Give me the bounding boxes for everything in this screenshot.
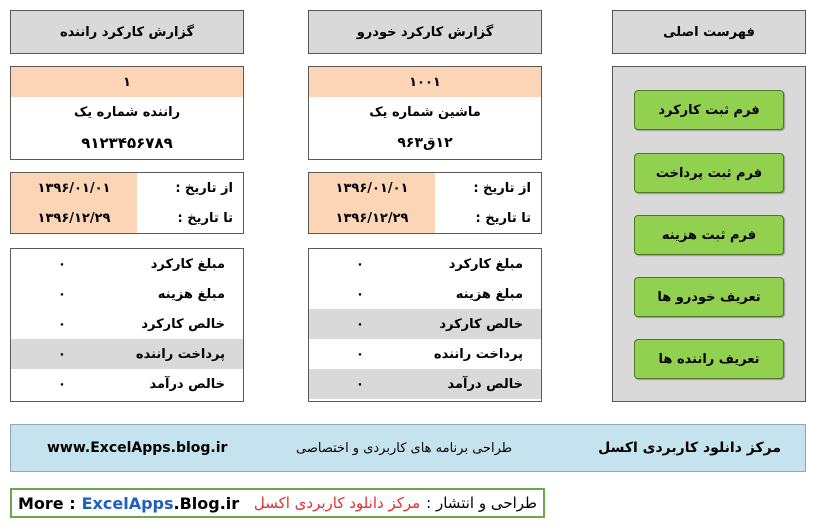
vehicle-from-value[interactable]: ۱۳۹۶/۰۱/۰۱: [309, 173, 435, 203]
driver-info-card: [10, 66, 244, 160]
driver-summary-value: ۰: [58, 256, 66, 272]
main-menu-title: فهرست اصلی: [663, 24, 755, 40]
vehicle-code-cell[interactable]: [309, 67, 541, 97]
vehicle-from-row: [309, 173, 541, 203]
driver-summary-row: [11, 279, 243, 309]
driver-summary-row: [11, 309, 243, 339]
banner-title: مرکز دانلود کاربردی اکسل: [598, 440, 781, 456]
banner-url[interactable]: www.ExcelApps.blog.ir: [47, 440, 228, 456]
footer-center: مرکز دانلود کاربردی اکسل: [253, 494, 421, 512]
driver-from-label: از تاریخ :: [175, 180, 233, 196]
driver-code: ۱: [123, 74, 131, 90]
driver-from-value[interactable]: ۱۳۹۶/۰۱/۰۱: [11, 173, 137, 203]
register-expense-button[interactable]: فرم ثبت هزینه: [634, 215, 784, 255]
driver-summary-label: مبلغ هزینه: [157, 286, 225, 302]
vehicle-to-value[interactable]: ۱۳۹۶/۱۲/۲۹: [309, 203, 435, 233]
vehicle-plate-cell: [309, 127, 541, 159]
vehicle-summary-value: ۰: [356, 256, 364, 272]
vehicle-summary-value: ۰: [356, 286, 364, 302]
driver-summary-value: ۰: [58, 376, 66, 392]
define-vehicles-button[interactable]: تعریف خودرو ها: [634, 277, 784, 317]
banner-subtitle: طراحی برنامه های کاربردی و اختصاصی: [296, 440, 513, 456]
vehicle-summary-label: خالص کارکرد: [439, 316, 523, 332]
driver-summary-value: ۰: [58, 286, 66, 302]
footer-more-label: More :: [18, 493, 76, 513]
vehicle-summary-label: خالص درآمد: [447, 376, 523, 392]
driver-summary-row: [11, 249, 243, 279]
driver-summary-label: خالص کارکرد: [141, 316, 225, 332]
vehicle-from-label: از تاریخ :: [473, 180, 531, 196]
vehicle-code: ۱۰۰۱: [409, 74, 441, 90]
footer-site-a: ExcelApps: [81, 493, 174, 513]
promo-banner: [10, 424, 806, 472]
driver-from-row: [11, 173, 243, 203]
vehicle-to-row: [309, 203, 541, 233]
vehicle-summary-row: [309, 309, 541, 339]
register-payment-button[interactable]: فرم ثبت پرداخت: [634, 153, 784, 193]
vehicle-report-header: [308, 10, 542, 54]
vehicle-report-title: گزارش کارکرد خودرو: [356, 24, 494, 40]
vehicle-name-cell: [309, 97, 541, 127]
driver-report-header: [10, 10, 244, 54]
driver-summary-value: ۰: [58, 316, 66, 332]
driver-name-cell: [11, 97, 243, 127]
vehicle-summary-row: [309, 279, 541, 309]
vehicle-summary-row: [309, 249, 541, 279]
vehicle-summary-value: ۰: [356, 376, 364, 392]
driver-name: راننده شماره یک: [73, 104, 181, 120]
footer-site-b: .Blog.ir: [173, 493, 240, 513]
footer-credit-group: [254, 494, 537, 512]
vehicle-summary-value: ۰: [356, 346, 364, 362]
driver-date-card: [10, 172, 244, 234]
vehicle-to-label: تا تاریخ :: [475, 210, 531, 226]
main-menu-panel: [612, 66, 806, 402]
vehicle-plate: ۱۲ق۹۶۳: [397, 135, 453, 151]
vehicle-summary-value: ۰: [356, 316, 364, 332]
driver-summary-label: خالص درآمد: [149, 376, 225, 392]
vehicle-name: ماشین شماره یک: [369, 104, 481, 120]
main-menu-header: [612, 10, 806, 54]
driver-phone-cell: [11, 127, 243, 159]
driver-summary-label: پرداخت راننده: [135, 346, 225, 362]
footer-more-group: [18, 494, 239, 513]
footer-prefix: طراحی و انتشار :: [426, 494, 537, 512]
vehicle-summary-row: [309, 339, 541, 369]
vehicle-summary-label: پرداخت راننده: [433, 346, 523, 362]
driver-summary-label: مبلغ کارکرد: [150, 256, 225, 272]
footer-credit: [10, 488, 545, 518]
register-work-button[interactable]: فرم ثبت کارکرد: [634, 90, 784, 130]
driver-summary-value: ۰: [58, 346, 66, 362]
driver-to-label: تا تاریخ :: [177, 210, 233, 226]
footer-site-link[interactable]: [82, 494, 240, 513]
vehicle-summary-row: [309, 369, 541, 399]
define-drivers-button[interactable]: تعریف راننده ها: [634, 339, 784, 379]
vehicle-date-card: [308, 172, 542, 234]
driver-phone: ۹۱۲۳۴۵۶۷۸۹: [81, 134, 173, 152]
driver-to-row: [11, 203, 243, 233]
driver-summary-row: [11, 369, 243, 399]
vehicle-summary-label: مبلغ کارکرد: [448, 256, 523, 272]
vehicle-summary-card: [308, 248, 542, 402]
driver-code-cell[interactable]: [11, 67, 243, 97]
driver-summary-row: [11, 339, 243, 369]
driver-to-value[interactable]: ۱۳۹۶/۱۲/۲۹: [11, 203, 137, 233]
vehicle-summary-label: مبلغ هزینه: [455, 286, 523, 302]
driver-report-title: گزارش کارکرد راننده: [59, 24, 195, 40]
vehicle-info-card: [308, 66, 542, 160]
driver-summary-card: [10, 248, 244, 402]
